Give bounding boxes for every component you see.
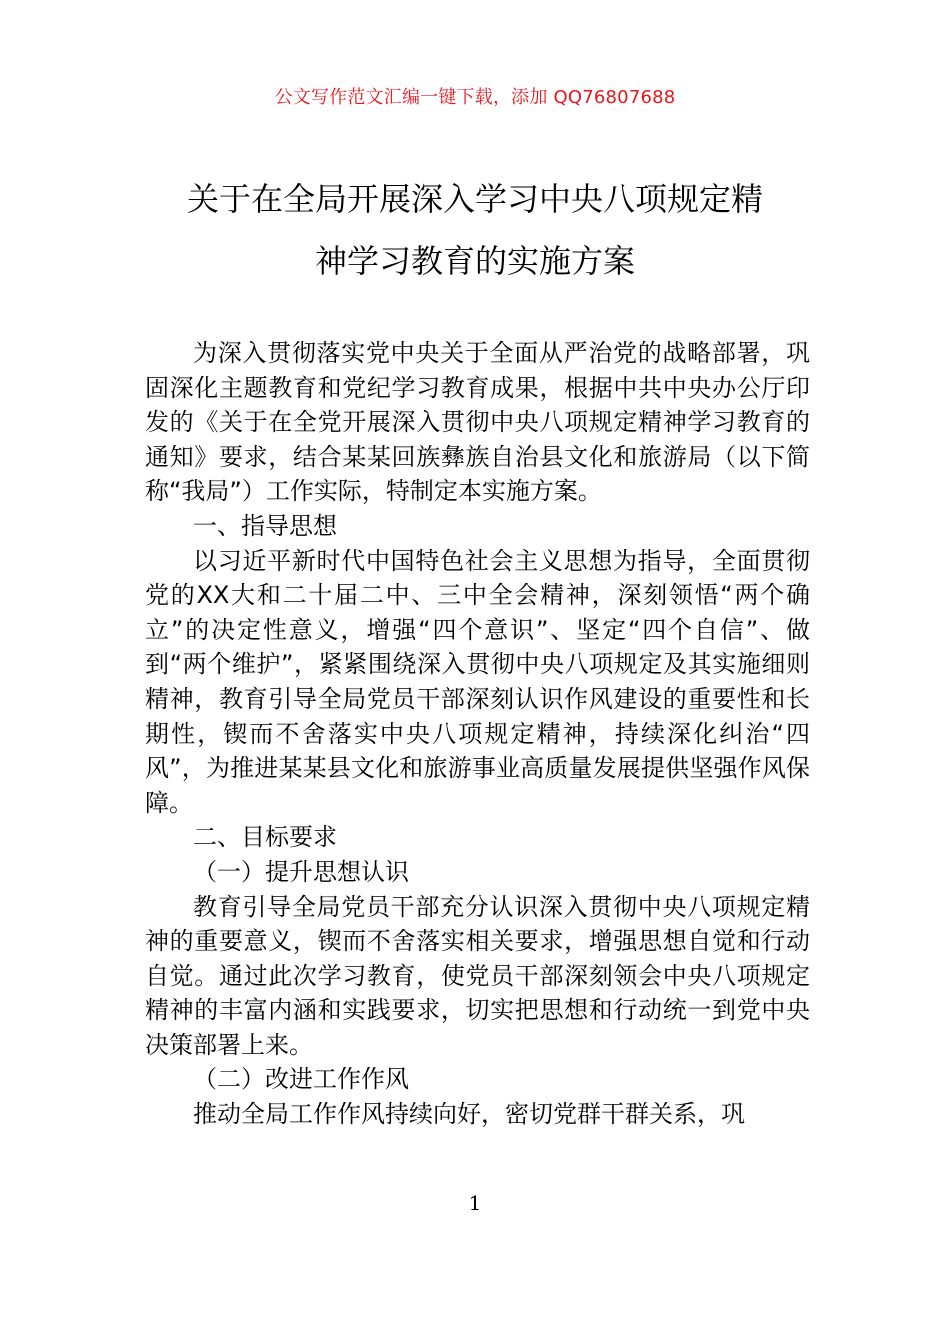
paragraph-raise-awareness: 教育引导全局党员干部充分认识深入贯彻中央八项规定精神的重要意义，锲而不舍落实相关要求，增强思想自觉和行动自觉。通过此次学习教育，使党员干部深刻领会中央八项规定精神的丰富内涵和实践要求，切实把思想和行动统一到党中央决策部署上来。 [145, 892, 810, 1059]
section-heading-goals: 二、目标要求 [193, 823, 337, 852]
paragraph-guiding-ideology: 以习近平新时代中国特色社会主义思想为指导，全面贯彻党的XX大和二十届二中、三中全会精神，深刻领悟“两个确立”的决定性意义，增强“四个意识”、坚定“四个自信”、做到“两个维护”，紧紧围绕深入贯彻中央八项规定及其实施细则精神，教育引导全局党员干部深刻认识作风建设的重要性和长期性，锲而不舍落实中央八项规定精神，持续深化纠治“四风”，为推进某某县文化和旅游事业高质量发展提供坚强作风保障。 [145, 546, 810, 817]
section-heading-guiding-ideology: 一、指导思想 [193, 511, 337, 540]
document-title [145, 168, 805, 292]
intro-paragraph: 为深入贯彻落实党中央关于全面从严治党的战略部署，巩固深化主题教育和党纪学习教育成果，根据中共中央办公厅印发的《关于在全党开展深入贯彻中央八项规定精神学习教育的通知》要求，结合某某回族彝族自治县文化和旅游局（以下简称“我局”）工作实际，特制定本实施方案。 [145, 339, 810, 506]
paragraph-improve-style: 推动全局工作作风持续向好，密切党群干群关系，巩 [193, 1100, 745, 1129]
header-download-note: 公文写作范文汇编一键下载，添加 QQ76807688 [274, 87, 676, 108]
title-line-2: 神学习教育的实施方案 [314, 242, 635, 280]
title-line-1: 关于在全局开展深入学习中央八项规定精 [186, 180, 763, 218]
page-number: 1 [468, 1191, 482, 1215]
subheading-improve-style: （二）改进工作作风 [193, 1065, 409, 1094]
document-body [145, 336, 810, 1132]
subheading-raise-awareness: （一）提升思想认识 [193, 857, 409, 886]
